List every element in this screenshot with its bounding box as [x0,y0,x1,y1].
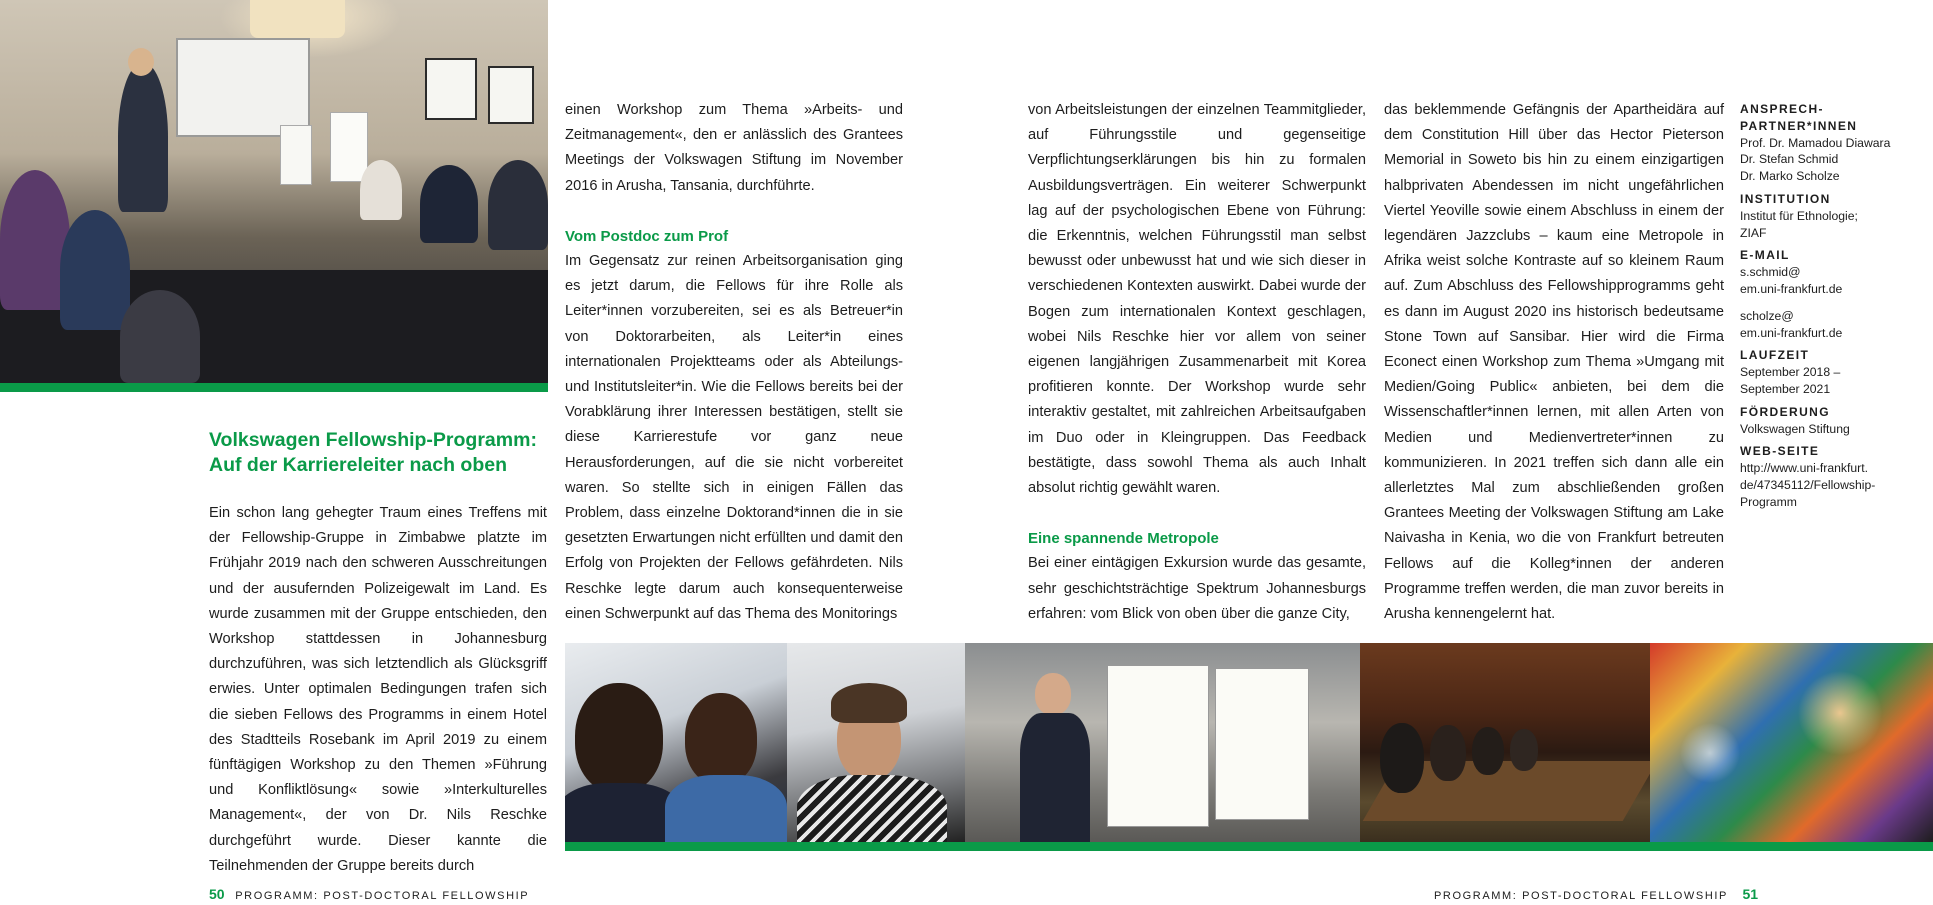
subheading-metropole: Eine spannende Metropole [1028,530,1219,548]
text-column-2 [565,98,903,627]
paragraph: Bei einer eintägigen Exkursion wurde das gesamte, sehr geschichtsträchtige Spektrum Johannesburgs erfahren: vom Blick von oben über die ganze City, [1028,555,1366,622]
photo-accent-bar [0,383,548,392]
flipchart [280,125,312,185]
running-title: PROGRAMM: POST-DOCTORAL FELLOWSHIP [1434,890,1728,902]
duration-label: LAUFZEIT [1740,348,1810,363]
contact-name: Dr. Stefan Schmid [1740,152,1839,167]
wall-picture [488,66,534,124]
participant-figure [360,160,402,220]
person-body [665,775,787,842]
website-label: WEB-SEITE [1740,444,1820,459]
website-link[interactable]: de/47345112/Fellowship- [1740,477,1876,492]
participant-figure [488,160,548,250]
flipchart [1215,668,1309,820]
running-title: PROGRAMM: POST-DOCTORAL FELLOWSHIP [235,890,530,902]
contact-name: Prof. Dr. Mamadou Diawara [1740,135,1891,150]
heading-line-2: Auf der Karriereleiter nach oben [209,454,508,476]
text-column-1 [209,501,547,879]
presenter-figure [118,62,168,212]
person-hair [831,683,907,723]
photo-two-fellows [565,643,787,842]
photo-street-art-mural [1650,643,1933,842]
flipchart [330,112,368,182]
heading-line-1: Volkswagen Fellowship-Programm: [209,429,537,451]
presenter-head [128,48,154,76]
participant-figure [60,210,130,330]
footer-right [1434,886,1758,902]
paragraph: Ein schon lang gehegter Traum eines Treffens mit der Fellowship-Gruppe in Zimbabwe platzte im Frühjahr 2019 nach den schweren Ausschreitungen und der ausufernden Polizeigewalt im Land. Es wurde zusammen mit der Gruppe entschieden, den Workshop stattdessen in Johannesburg durchzuführen, was sich letztendlich als Glücksgriff erwies. Unter optimalen Bedingungen trafen sich die sieben Fellows des Programms in einem Hotel des Stadtteils Rosebank im April 2019 zu einem fünftägigen Workshop zu den Themen »Führung und Konfliktlösung« sowie »Interkulturelles Management«, der von Dr. Nils Reschke durchgeführt wurde. Dieser kannte die Teilnehmenden der Gruppe bereits durch [209,505,547,874]
text-column-3 [1028,98,1366,627]
funding-value: Volkswagen Stiftung [1740,421,1850,436]
person-body [1020,713,1090,842]
contact-label: ANSPRECH-PARTNER*INNEN [1740,102,1858,133]
workshop-photo [0,0,548,383]
participant-figure [120,290,200,383]
info-sidebar [1740,101,1930,511]
person-figure [1472,727,1504,775]
person-face [1035,673,1071,715]
person-face [575,683,663,793]
person-figure [1380,723,1424,793]
photo-fellow-speaking [787,643,965,842]
email-label: E-MAIL [1740,248,1790,263]
text-column-4 [1384,98,1724,627]
website-link[interactable]: http://www.uni-frankfurt. [1740,461,1869,476]
photo-group-dinner [1360,643,1650,842]
subheading-postdoc: Vom Postdoc zum Prof [565,227,729,245]
duration-value: September 2021 [1740,381,1831,396]
strip-accent-bar [565,842,1933,851]
contact-name: Dr. Marko Scholze [1740,169,1840,184]
person-figure [1430,725,1466,781]
flipchart [1107,665,1209,827]
website-link[interactable]: Programm [1740,494,1797,509]
participant-figure [420,165,478,243]
projection-screen [176,38,310,137]
mural-highlight [1650,643,1933,842]
institution-value: Institut für Ethnologie; [1740,208,1858,223]
footer-left [209,886,529,902]
paragraph: von Arbeitsleistungen der einzelnen Teammitglieder, auf Führungsstile und gegenseitige Verpflichtungserklärungen bis hin zu formalen Ausbildungsverträgen. Ein weiterer Schwerpunkt lag auf der psychologischen Ebene von Führung: die Erkenntnis, welchen Führungsstil man selbst bewusst oder unbewusst hat und wie sich dieser in verschiedenen Kontexten auswirkt. Dabei wurde der Bogen zum internationalen Kontext geschlagen, wobei Nils Reschke hier vor allem von seiner eigenen langjährigen Zusammenarbeit mit Korea profitieren konnte. Der Workshop wurde sehr interaktiv gestaltet, mit zahlreichen Arbeitsaufgaben im Duo oder in Kleingruppen. Das Feedback bestätigte, dass sowohl Thema als auch Inhalt absolut richtig gewählt waren. [1028,102,1366,497]
page-number: 50 [209,886,225,902]
page-number: 51 [1742,886,1759,902]
duration-value: September 2018 – [1740,365,1841,380]
paragraph: das beklemmende Gefängnis der Apartheidära auf dem Constitution Hill über das Hector Pieterson Memorial in Soweto bis hin zu einem einzigartigen halbprivaten Abendessen im nicht ungefährlichen Viertel Yeoville sowie einem Abschluss in einem der legendären Jazzclubs – kaum eine Metropole in Afrika weist solche Kontraste auf so kleinem Raum auf. Zum Abschluss des Fellowshipprogramms geht es dann im August 2020 ins historisch bedeutsame Stone Town auf Sansibar. Hier wird die Firma Econect einen Workshop zum Thema »Umgang mit Medien/Going Public« anbieten, bei dem die Wissenschaftler*innen lernen, mit allen Arten von Medien und Medienvertreter*innen zu kommunizieren. In 2021 treffen sich dann alle ein allerletztes Mal zum abschließenden großen Grantees Meeting der Volkswagen Stiftung am Lake Naivasha in Kenia, wo die von Frankfurt betreuten Fellows auf die Kolleg*innen der anderen Programme treffen werden, die man zuvor bereits in Arusha kennengelernt hat. [1384,102,1724,623]
email-link[interactable]: em.uni-frankfurt.de [1740,325,1843,340]
institution-value: ZIAF [1740,225,1767,240]
wall-picture [425,58,477,120]
funding-label: FÖRDERUNG [1740,404,1830,419]
email-link[interactable]: scholze@ [1740,308,1794,323]
person-body [797,775,947,842]
paragraph: einen Workshop zum Thema »Arbeits- und Zeitmanagement«, den er anlässlich des Grantees Meetings der Volkswagen Stiftung im November 2016 in Arusha, Tansania, durchführte. [565,102,903,194]
ceiling-lamp [250,0,345,38]
paragraph: Im Gegensatz zur reinen Arbeitsorganisation ging es jetzt darum, die Fellows für ihre Rolle als Leiter*innen vorzubereiten, sei es als Betreuer*in von Doktorarbeiten, als Leiter*in eines internationalen Projektteams oder als Abteilungs- und Institutsleiter*in. Wie die Fellows bereits bei der Vorabklärung ihrer Interessen bestätigen, stellt sie diese Karrierestufe vor ganz neue Herausforderungen, auf die sie nicht vorbereitet waren. So stellte sich in einigen Fällen das Problem, dass einzelne Doktorand*innen die in sie gesetzten Erwartungen nicht erfüllten und damit den Erfolg von Projekten der Fellows gefährdeten. Nils Reschke legte darum auch konsequenterweise einen Schwerpunkt auf das Thema des Monitorings [565,253,903,622]
email-link[interactable]: em.uni-frankfurt.de [1740,281,1843,296]
institution-label: INSTITUTION [1740,191,1831,206]
person-figure [1510,729,1538,771]
person-face [685,693,757,785]
article-heading [209,428,549,478]
email-link[interactable]: s.schmid@ [1740,265,1801,280]
photo-flipchart-presentation [965,643,1360,842]
